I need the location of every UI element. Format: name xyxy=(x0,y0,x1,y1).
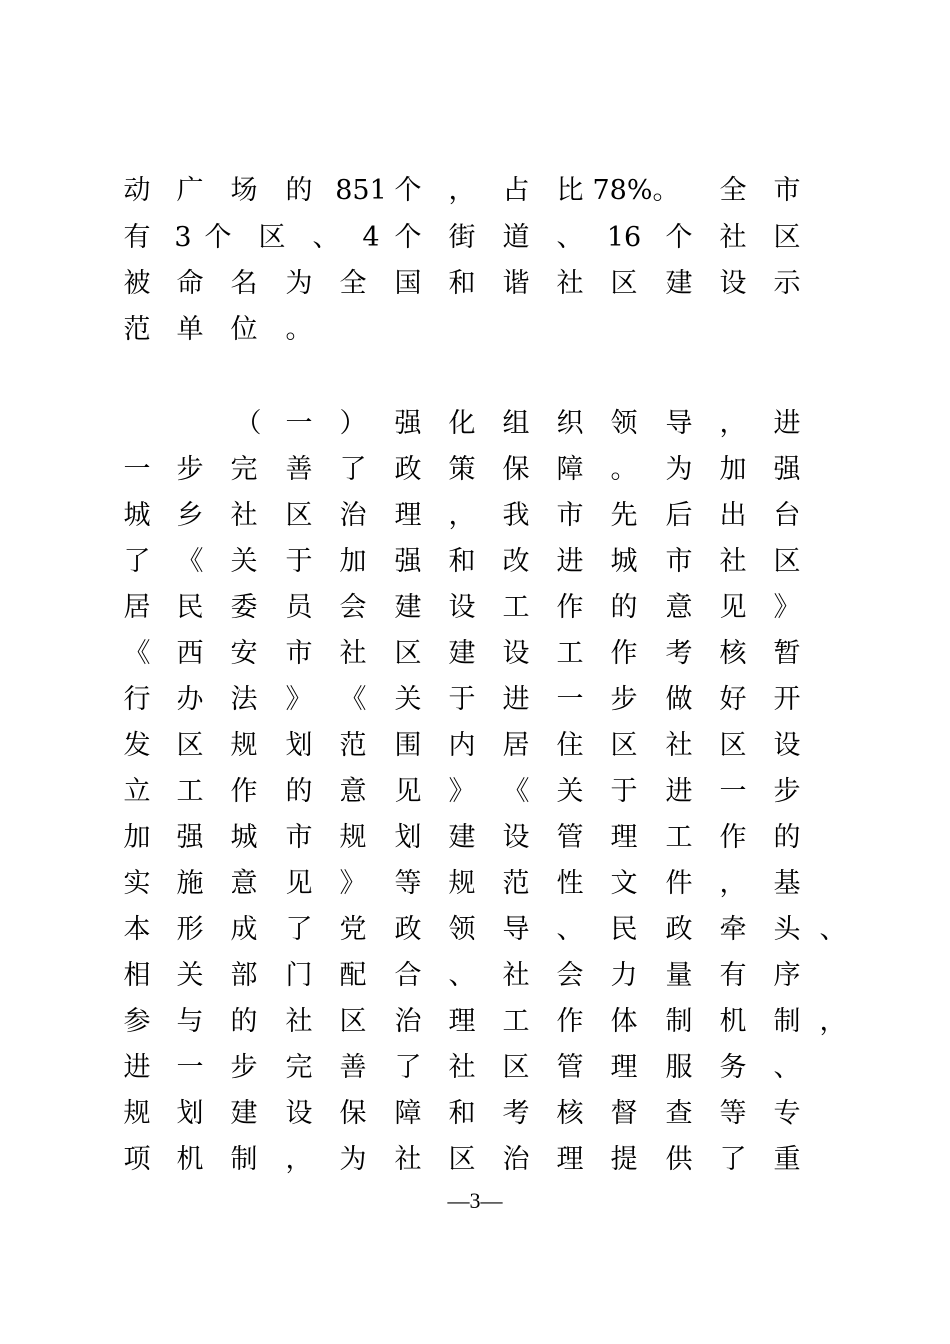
text-char: 广 xyxy=(176,175,204,206)
text-char: 建 xyxy=(230,1098,258,1129)
text-char: 》 xyxy=(339,868,367,899)
text-char: 形 xyxy=(176,914,204,945)
text-char: 、 xyxy=(819,914,847,945)
text-line xyxy=(0,218,950,258)
text-char: 善 xyxy=(339,1052,367,1083)
text-char: 步 xyxy=(773,776,801,807)
text-char: 文 xyxy=(610,868,638,899)
text-char: 见 xyxy=(285,868,313,899)
text-char: 与 xyxy=(176,1006,204,1037)
text-char: 于 xyxy=(448,684,476,715)
text-char: 区 xyxy=(285,500,313,531)
text-char: 社 xyxy=(665,730,693,761)
text-char: 理 xyxy=(610,822,638,853)
text-char: 进 xyxy=(773,408,801,439)
text-char: 。 xyxy=(610,454,638,485)
text-char: 区 xyxy=(773,222,801,253)
text-char: 》 xyxy=(773,592,801,623)
text-char: 一 xyxy=(176,1052,204,1083)
text-line xyxy=(0,264,950,304)
text-char: 意 xyxy=(665,592,693,623)
text-char: 建 xyxy=(448,822,476,853)
text-char: 建 xyxy=(665,268,693,299)
text-char: 查 xyxy=(665,1098,693,1129)
text-line xyxy=(0,588,950,628)
text-line xyxy=(0,680,950,720)
text-line xyxy=(0,726,950,766)
text-char: 员 xyxy=(285,592,313,623)
text-char: 了 xyxy=(719,1144,747,1175)
text-char: 社 xyxy=(394,1144,422,1175)
text-char: 城 xyxy=(123,500,151,531)
text-char: 件 xyxy=(665,868,693,899)
text-char: 障 xyxy=(394,1098,422,1129)
text-char: 社 xyxy=(719,222,747,253)
text-char: 区 xyxy=(339,1006,367,1037)
text-char: 等 xyxy=(394,868,422,899)
text-char: 进 xyxy=(556,546,584,577)
text-char: 4 xyxy=(362,222,380,253)
text-char: 法 xyxy=(230,684,258,715)
text-char: 意 xyxy=(230,868,258,899)
text-char: 为 xyxy=(285,268,313,299)
text-char: 理 xyxy=(610,1052,638,1083)
text-char: 市 xyxy=(556,500,584,531)
text-char: 台 xyxy=(773,500,801,531)
text-char: 后 xyxy=(665,500,693,531)
text-char: 有 xyxy=(123,222,151,253)
text-char: 个 xyxy=(665,222,693,253)
text-char: 制 xyxy=(230,1144,258,1175)
text-char: 个 xyxy=(394,175,422,206)
text-char: 范 xyxy=(339,730,367,761)
text-char: 社 xyxy=(285,1006,313,1037)
text-line xyxy=(0,1094,950,1134)
text-line xyxy=(0,310,950,350)
text-char: 规 xyxy=(230,730,258,761)
text-char: 开 xyxy=(773,684,801,715)
text-char: 成 xyxy=(230,914,258,945)
text-char: 内 xyxy=(448,730,476,761)
text-char: 市 xyxy=(773,175,801,206)
text-char: 强 xyxy=(773,454,801,485)
text-char: 政 xyxy=(394,914,422,945)
text-char: 先 xyxy=(610,500,638,531)
text-char: 一 xyxy=(123,454,151,485)
text-char: 相 xyxy=(123,960,151,991)
text-char: 发 xyxy=(123,730,151,761)
text-char: 《 xyxy=(123,638,151,669)
text-char: 关 xyxy=(556,776,584,807)
text-char: 乡 xyxy=(176,500,204,531)
text-char: 党 xyxy=(339,914,367,945)
text-char: 政 xyxy=(665,914,693,945)
text-char: 了 xyxy=(285,914,313,945)
text-char: 障 xyxy=(556,454,584,485)
text-char: 社 xyxy=(719,546,747,577)
text-char: 作 xyxy=(556,592,584,623)
text-char: 场 xyxy=(230,175,258,206)
text-char: 区 xyxy=(502,1052,530,1083)
text-char: 等 xyxy=(719,1098,747,1129)
text-char: 、 xyxy=(773,1052,801,1083)
text-line xyxy=(0,496,950,536)
text-char: 规 xyxy=(123,1098,151,1129)
text-char: 区 xyxy=(773,546,801,577)
text-char: 居 xyxy=(502,730,530,761)
text-char: 国 xyxy=(394,268,422,299)
text-char: 社 xyxy=(502,960,530,991)
text-char: 理 xyxy=(556,1144,584,1175)
text-char: 步 xyxy=(610,684,638,715)
text-char: 个 xyxy=(204,222,232,253)
text-char: 了 xyxy=(394,1052,422,1083)
text-char: 强 xyxy=(394,546,422,577)
text-char: 进 xyxy=(502,684,530,715)
text-char: 保 xyxy=(502,454,530,485)
text-char: 851 xyxy=(335,175,387,206)
text-char: 市 xyxy=(285,638,313,669)
text-char: 领 xyxy=(448,914,476,945)
text-char: 的 xyxy=(610,592,638,623)
text-char: 城 xyxy=(610,546,638,577)
text-char: 的 xyxy=(773,822,801,853)
text-char: 制 xyxy=(773,1006,801,1037)
text-char: 社 xyxy=(448,1052,476,1083)
text-char: 工 xyxy=(176,776,204,807)
text-char: 住 xyxy=(556,730,584,761)
text-char: 民 xyxy=(176,592,204,623)
text-char: 、 xyxy=(312,222,340,253)
text-char: 性 xyxy=(556,868,584,899)
text-char: 、 xyxy=(448,960,476,991)
text-char: 设 xyxy=(773,730,801,761)
text-char: 进 xyxy=(665,776,693,807)
text-char: 委 xyxy=(230,592,258,623)
text-char: 核 xyxy=(556,1098,584,1129)
text-char: 完 xyxy=(285,1052,313,1083)
text-char: 治 xyxy=(339,500,367,531)
text-char: 为 xyxy=(339,1144,367,1175)
text-char: 部 xyxy=(230,960,258,991)
text-char: 会 xyxy=(556,960,584,991)
text-char: 实 xyxy=(123,868,151,899)
text-char: （ xyxy=(234,408,262,439)
text-char: 体 xyxy=(610,1006,638,1037)
text-char: 工 xyxy=(502,592,530,623)
text-char: 工 xyxy=(665,822,693,853)
text-char: 《 xyxy=(339,684,367,715)
text-char: 见 xyxy=(719,592,747,623)
text-char: 作 xyxy=(610,638,638,669)
text-char: 和 xyxy=(448,1098,476,1129)
text-char: 16 xyxy=(606,222,642,253)
text-char: 服 xyxy=(665,1052,693,1083)
text-char: 设 xyxy=(502,822,530,853)
text-char: 织 xyxy=(556,408,584,439)
text-char: 》 xyxy=(448,776,476,807)
text-line xyxy=(0,772,950,812)
text-char: ， xyxy=(719,868,747,899)
text-char: 政 xyxy=(394,454,422,485)
text-char: 围 xyxy=(394,730,422,761)
text-char: 规 xyxy=(339,822,367,853)
text-line xyxy=(0,1002,950,1042)
text-char: 比 xyxy=(556,175,584,206)
text-char: 道 xyxy=(502,222,530,253)
text-char: 市 xyxy=(285,822,313,853)
text-line xyxy=(0,956,950,996)
text-char: 改 xyxy=(502,546,530,577)
text-char: 组 xyxy=(502,408,530,439)
text-char: 城 xyxy=(230,822,258,853)
text-char: 力 xyxy=(610,960,638,991)
text-char: 有 xyxy=(719,960,747,991)
text-char: 机 xyxy=(176,1144,204,1175)
text-char: 加 xyxy=(339,546,367,577)
text-char: 个 xyxy=(394,222,422,253)
text-char: 见 xyxy=(394,776,422,807)
text-char: 范 xyxy=(502,868,530,899)
text-char: 办 xyxy=(176,684,204,715)
text-char: ， xyxy=(448,500,476,531)
text-char: 意 xyxy=(339,776,367,807)
text-char: 和 xyxy=(448,546,476,577)
text-char: 范 xyxy=(123,314,151,345)
text-line xyxy=(0,910,950,950)
text-line xyxy=(0,634,950,674)
text-char: 设 xyxy=(448,592,476,623)
text-char: 占 xyxy=(502,175,530,206)
text-char: 位 xyxy=(230,314,258,345)
text-char: 安 xyxy=(230,638,258,669)
text-line xyxy=(0,864,950,904)
text-char: 作 xyxy=(719,822,747,853)
text-char: 西 xyxy=(176,638,204,669)
text-char: 行 xyxy=(123,684,151,715)
text-char: 理 xyxy=(394,500,422,531)
text-char: 街 xyxy=(448,222,476,253)
text-char: 治 xyxy=(502,1144,530,1175)
text-char: 区 xyxy=(394,638,422,669)
text-char: 一 xyxy=(556,684,584,715)
text-char: 社 xyxy=(556,268,584,299)
text-char: 导 xyxy=(665,408,693,439)
text-char: 一 xyxy=(719,776,747,807)
text-char: 于 xyxy=(610,776,638,807)
text-line xyxy=(0,404,950,444)
text-char: 居 xyxy=(123,592,151,623)
text-char: 出 xyxy=(719,500,747,531)
text-char: 78%。 xyxy=(592,175,680,206)
text-char: 机 xyxy=(719,1006,747,1037)
text-char: 《 xyxy=(176,546,204,577)
text-line xyxy=(0,450,950,490)
text-char: 供 xyxy=(665,1144,693,1175)
text-char: 区 xyxy=(176,730,204,761)
text-char: 配 xyxy=(339,960,367,991)
text-char: 、 xyxy=(556,222,584,253)
text-char: 我 xyxy=(502,500,530,531)
text-char: 区 xyxy=(610,268,638,299)
text-line xyxy=(0,171,950,211)
text-char: 加 xyxy=(719,454,747,485)
text-char: 被 xyxy=(123,268,151,299)
text-char: 策 xyxy=(448,454,476,485)
text-char: 善 xyxy=(285,454,313,485)
text-char: 、 xyxy=(556,914,584,945)
text-char: 完 xyxy=(230,454,258,485)
text-char: 全 xyxy=(719,175,747,206)
text-line xyxy=(0,542,950,582)
text-char: 动 xyxy=(123,175,151,206)
text-char: 理 xyxy=(448,1006,476,1037)
text-char: 提 xyxy=(610,1144,638,1175)
text-char: 考 xyxy=(665,638,693,669)
text-line xyxy=(0,1140,950,1180)
text-char: 牵 xyxy=(719,914,747,945)
text-char: ， xyxy=(719,408,747,439)
text-line xyxy=(0,1048,950,1088)
text-char: 规 xyxy=(448,868,476,899)
text-char: 会 xyxy=(339,592,367,623)
text-char: 关 xyxy=(394,684,422,715)
text-char: ） xyxy=(339,408,367,439)
text-char: 项 xyxy=(123,1144,151,1175)
text-char: 示 xyxy=(773,268,801,299)
text-char: 建 xyxy=(394,592,422,623)
text-char: 考 xyxy=(502,1098,530,1129)
text-char: 和 xyxy=(448,268,476,299)
text-char: 了 xyxy=(123,546,151,577)
text-char: 一 xyxy=(285,408,313,439)
text-char: 关 xyxy=(230,546,258,577)
text-char: 重 xyxy=(773,1144,801,1175)
text-char: 划 xyxy=(285,730,313,761)
text-char: 步 xyxy=(176,454,204,485)
text-char: 《 xyxy=(502,776,530,807)
text-char: 建 xyxy=(448,638,476,669)
text-char: 合 xyxy=(394,960,422,991)
text-char: 基 xyxy=(773,868,801,899)
text-char: 保 xyxy=(339,1098,367,1129)
text-char: 》 xyxy=(285,684,313,715)
text-char: 单 xyxy=(176,314,204,345)
text-char: 强 xyxy=(394,408,422,439)
text-char: 的 xyxy=(285,175,313,206)
text-char: 立 xyxy=(123,776,151,807)
text-char: 工 xyxy=(502,1006,530,1037)
text-char: 进 xyxy=(123,1052,151,1083)
text-char: 作 xyxy=(556,1006,584,1037)
text-char: 于 xyxy=(285,546,313,577)
text-char: 区 xyxy=(719,730,747,761)
text-char: 社 xyxy=(230,500,258,531)
text-char: 3 xyxy=(174,222,192,253)
text-line xyxy=(0,818,950,858)
text-char: 的 xyxy=(230,1006,258,1037)
text-char: 头 xyxy=(773,914,801,945)
text-char: 了 xyxy=(339,454,367,485)
text-char: 督 xyxy=(610,1098,638,1129)
page-number: —3— xyxy=(447,1188,503,1213)
text-char: 区 xyxy=(448,1144,476,1175)
text-char: 加 xyxy=(123,822,151,853)
text-char: 好 xyxy=(719,684,747,715)
text-char: 作 xyxy=(230,776,258,807)
text-char: 谐 xyxy=(502,268,530,299)
text-char: 市 xyxy=(665,546,693,577)
text-char: 区 xyxy=(258,222,286,253)
text-char: 名 xyxy=(230,268,258,299)
text-char: 社 xyxy=(339,638,367,669)
text-char: 设 xyxy=(285,1098,313,1129)
text-char: 区 xyxy=(610,730,638,761)
text-char: 划 xyxy=(176,1098,204,1129)
text-char: 为 xyxy=(665,454,693,485)
text-char: 治 xyxy=(394,1006,422,1037)
text-char: ， xyxy=(285,1144,313,1175)
text-char: 强 xyxy=(176,822,204,853)
text-char: ， xyxy=(819,1006,847,1037)
text-char: 领 xyxy=(610,408,638,439)
text-char: 的 xyxy=(285,776,313,807)
text-char: 制 xyxy=(665,1006,693,1037)
text-char: 施 xyxy=(176,868,204,899)
text-char: 务 xyxy=(719,1052,747,1083)
text-char: 关 xyxy=(176,960,204,991)
text-char: ， xyxy=(448,175,476,206)
text-char: 设 xyxy=(719,268,747,299)
text-char: 步 xyxy=(230,1052,258,1083)
text-char: 专 xyxy=(773,1098,801,1129)
text-char: 化 xyxy=(448,408,476,439)
text-char: 。 xyxy=(285,314,313,345)
text-char: 量 xyxy=(665,960,693,991)
text-char: 序 xyxy=(773,960,801,991)
text-char: 工 xyxy=(556,638,584,669)
text-char: 暂 xyxy=(773,638,801,669)
text-char: 划 xyxy=(394,822,422,853)
text-char: 全 xyxy=(339,268,367,299)
text-char: 参 xyxy=(123,1006,151,1037)
text-char: 管 xyxy=(556,822,584,853)
text-char: 本 xyxy=(123,914,151,945)
text-char: 做 xyxy=(665,684,693,715)
text-char: 核 xyxy=(719,638,747,669)
text-char: 门 xyxy=(285,960,313,991)
text-char: 导 xyxy=(502,914,530,945)
text-char: 民 xyxy=(610,914,638,945)
text-char: 设 xyxy=(502,638,530,669)
text-char: 命 xyxy=(176,268,204,299)
text-char: 管 xyxy=(556,1052,584,1083)
